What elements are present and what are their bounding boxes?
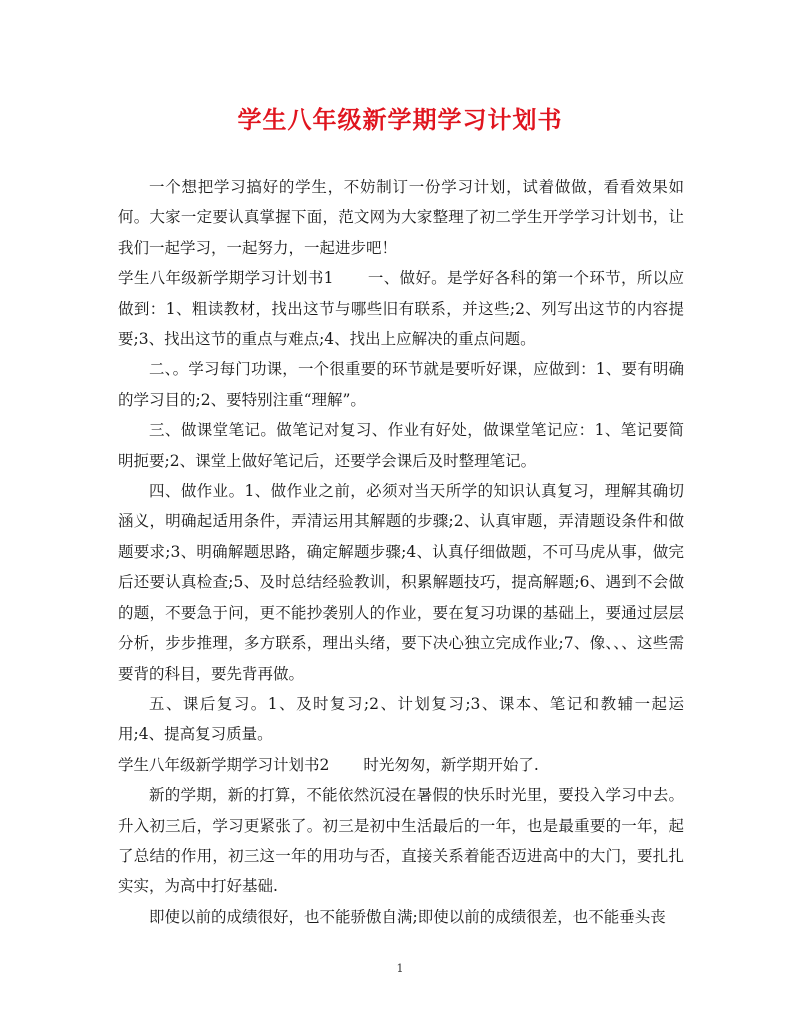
plan2-paragraph bbox=[118, 750, 684, 780]
document-body bbox=[118, 172, 684, 932]
page-number: 1 bbox=[396, 962, 404, 975]
plan2-heading: 学生八年级新学期学习计划书2 bbox=[118, 755, 330, 774]
grades-paragraph: 即使以前的成绩很好，也不能骄傲自满;即使以前的成绩很差，也不能垂头丧 bbox=[149, 907, 666, 926]
section-four-paragraph: 四、做作业。1、做作业之前，必须对当天所学的知识认真复习，理解其确切涵义，明确起适用条件，弄清运用其解题的步骤;2、认真审题，弄清题设条件和做题要求;3、明确解题思路，确定解题步骤;4、认真仔细做题，不可马虎从事，做完后还要认真检查;5、及时总结经验教训，积累解题技巧，提高解题;6、遇到不会做的题，不要急于问，更不能抄袭别人的作业，要在复习功课的基础上，要通过层层分析，步步推理，多方联系，理出头绪，要下决心独立完成作业;7、像、、、这些需要背的科目，要先背再做。 bbox=[118, 482, 684, 683]
plan2-text: 时光匆匆，新学期开始了. bbox=[363, 755, 539, 774]
plan1-paragraph bbox=[118, 263, 684, 354]
section-five-paragraph: 五、课后复习。1、及时复习;2、计划复习;3、课本、笔记和教辅一起运用;4、提高复习质量。 bbox=[118, 694, 684, 744]
new-semester-paragraph: 新的学期，新的打算，不能依然沉浸在暑假的快乐时光里，要投入学习中去。升入初三后，学习更紧张了。初三是初中生活最后的一年，也是最重要的一年，起了总结的作用，初三这一年的用功与否，直接关系着能否迈进高中的大门，要扎扎实实，为高中打好基础. bbox=[118, 786, 684, 896]
intro-paragraph: 一个想把学习搞好的学生，不妨制订一份学习计划，试着做做，看看效果如何。大家一定要认真掌握下面，范文网为大家整理了初二学生开学学习计划书，让我们一起学习，一起努力，一起进步吧！ bbox=[118, 178, 684, 257]
plan1-heading: 学生八年级新学期学习计划书1 bbox=[118, 269, 334, 288]
plan1-text: 一、做好。是学好各科的第一个环节，所以应做到：1、粗读教材，找出这节与哪些旧有联系，并这些;2、列写出这节的内容提要;3、找出这节的重点与难点;4、找出上应解决的重点问题。 bbox=[118, 269, 684, 349]
document-title: 学生八年级新学期学习计划书 bbox=[237, 105, 563, 134]
section-two-paragraph: 二、。学习每门功课，一个很重要的环节就是要听好课，应做到：1、要有明确的学习目的;2、要特别注重“理解”。 bbox=[118, 360, 684, 409]
section-three-paragraph: 三、做课堂笔记。做笔记对复习、作业有好处，做课堂笔记应：1、笔记要简明扼要;2、课堂上做好笔记后，还要学会课后及时整理笔记。 bbox=[118, 421, 684, 470]
